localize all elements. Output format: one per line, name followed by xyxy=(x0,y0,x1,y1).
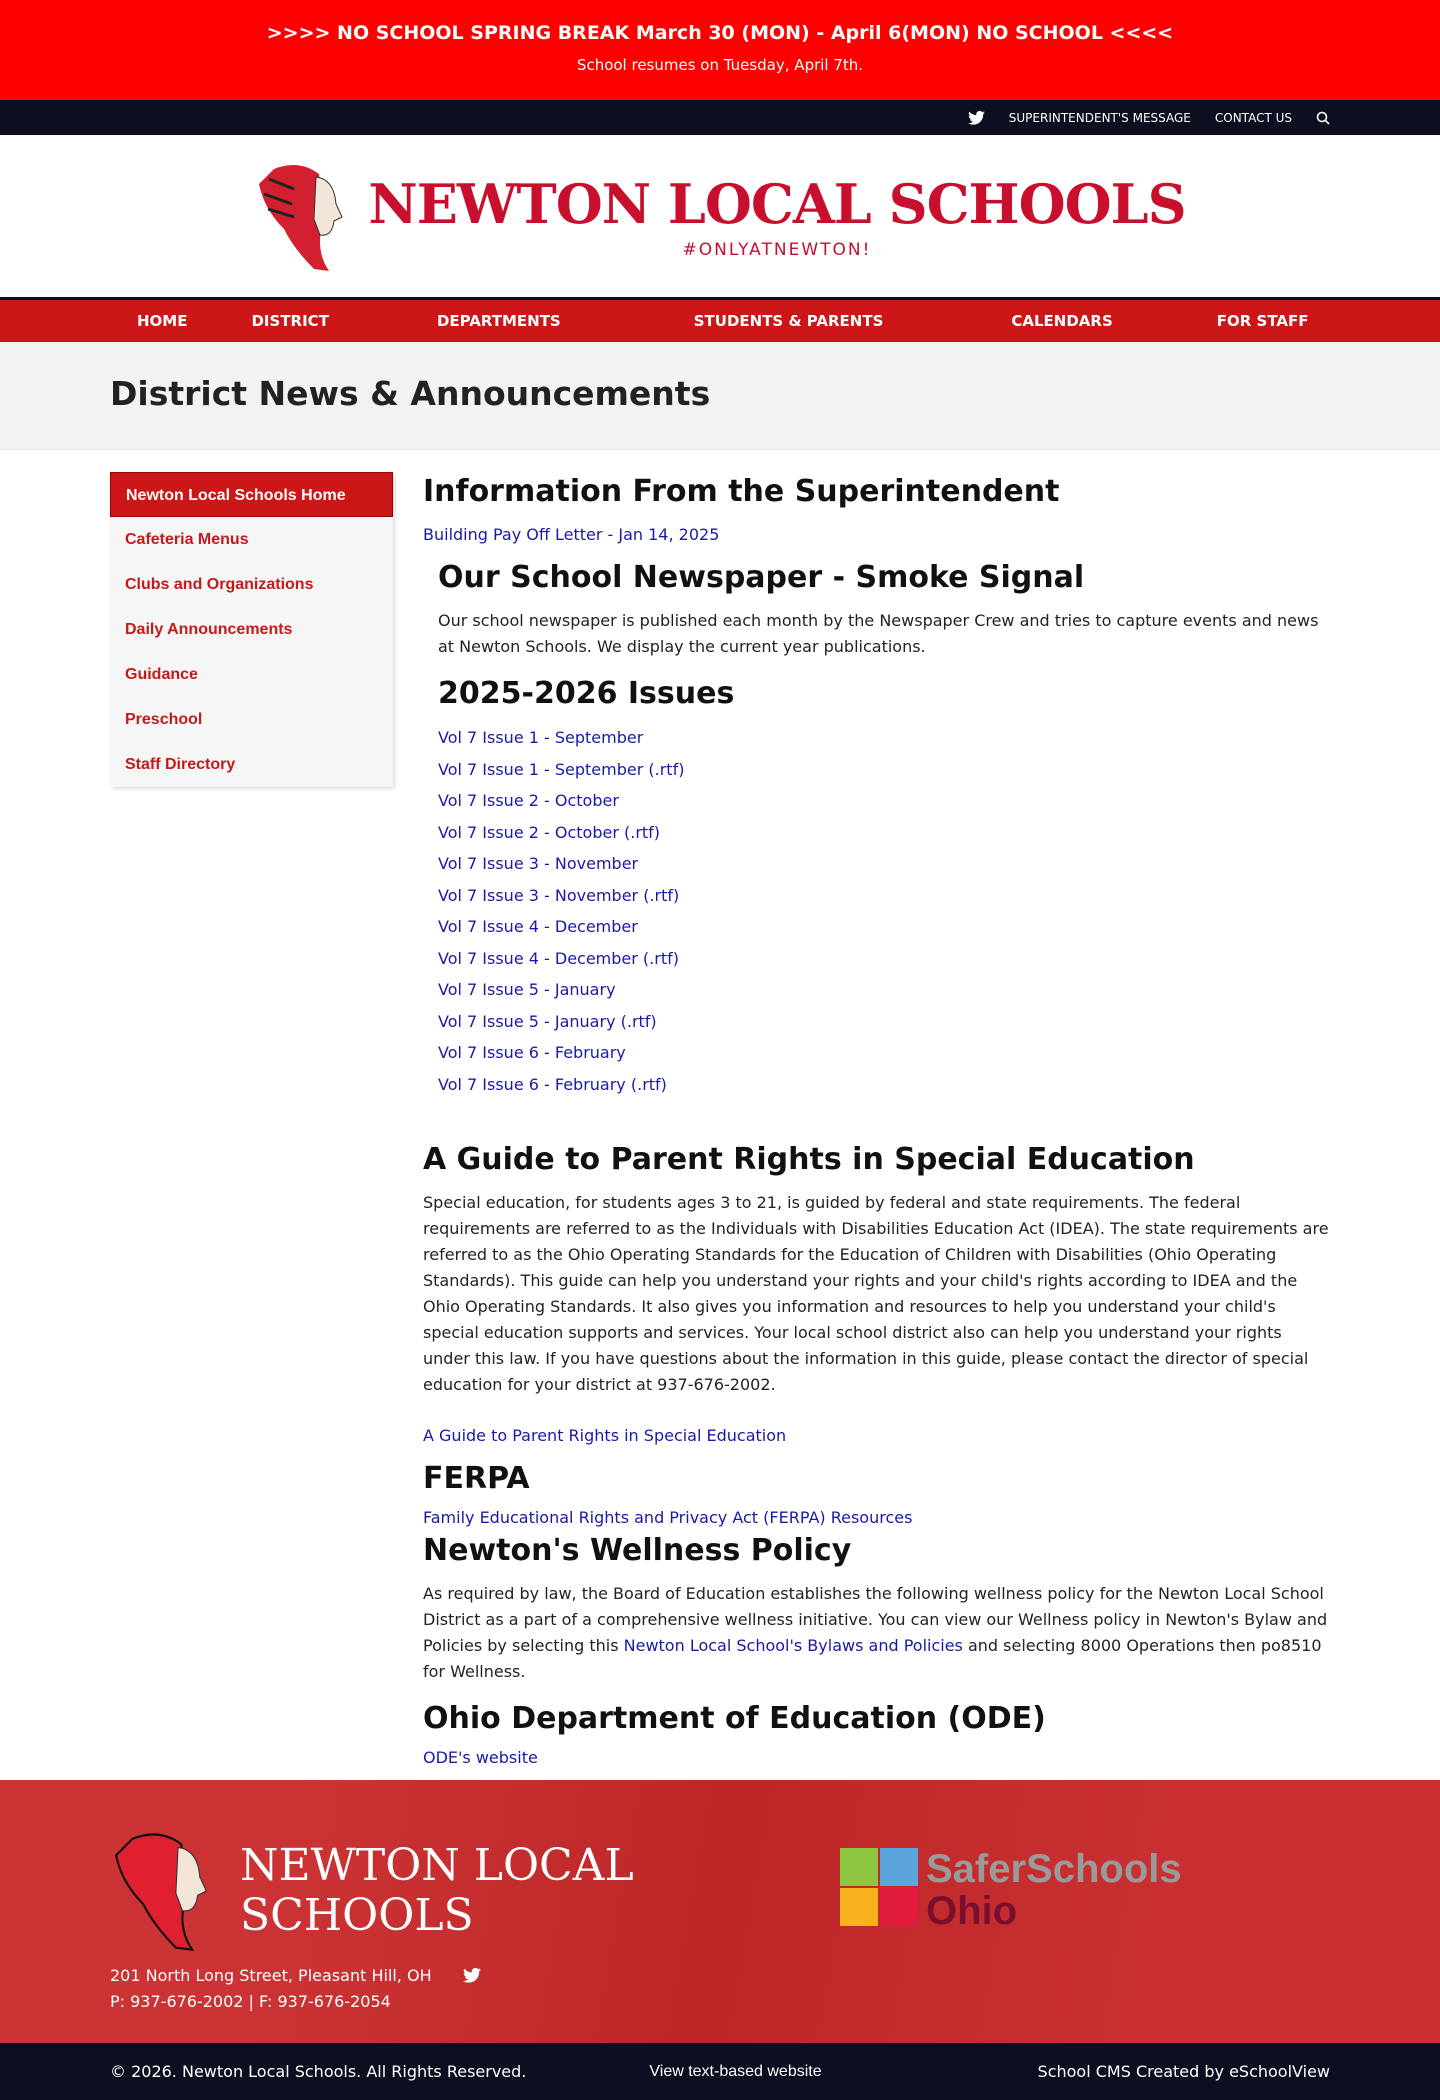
nav-calendars[interactable]: CALENDARS xyxy=(1011,312,1113,330)
safer-schools-tiles-icon xyxy=(840,1848,918,1926)
contact-us-link[interactable]: CONTACT US xyxy=(1214,110,1292,125)
footer-name-line1: NEWTON LOCAL xyxy=(240,1839,634,1891)
main-nav xyxy=(0,300,1440,342)
issue-link[interactable]: Vol 7 Issue 1 - September (.rtf) xyxy=(438,759,685,779)
eschoolview-credit-link[interactable]: School CMS Created by eSchoolView xyxy=(1037,2062,1330,2081)
wellness-heading: Newton's Wellness Policy xyxy=(423,1533,852,1568)
nav-district[interactable]: DISTRICT xyxy=(251,312,329,330)
copyright: © 2026. Newton Local Schools. All Rights Reserved. xyxy=(110,2062,527,2081)
footer xyxy=(0,1780,1440,2043)
sidebar-item-clubs[interactable]: Clubs and Organizations xyxy=(125,576,314,593)
sidebar-item-preschool[interactable]: Preschool xyxy=(125,711,203,728)
mascot-logo-icon xyxy=(110,1828,220,1953)
bottom-bar xyxy=(0,2043,1440,2100)
safer-schools-text: SaferSchools xyxy=(926,1847,1182,1891)
sidebar-item-home[interactable]: Newton Local Schools Home xyxy=(110,472,393,517)
issues-heading: 2025-2026 Issues xyxy=(438,676,735,711)
site-logo[interactable] xyxy=(254,159,1185,274)
footer-fax: F: 937-676-2054 xyxy=(259,1992,391,2011)
footer-name-line2: SCHOOLS xyxy=(240,1889,474,1941)
issue-link[interactable]: Vol 7 Issue 4 - December (.rtf) xyxy=(438,948,679,968)
site-header xyxy=(0,135,1440,300)
issue-link[interactable]: Vol 7 Issue 1 - September xyxy=(438,728,644,747)
mascot-logo-icon xyxy=(254,159,354,274)
bylaws-link[interactable]: Newton Local School's Bylaws and Policies xyxy=(623,1636,963,1655)
issues-list xyxy=(438,722,1330,1100)
site-name: NEWTON LOCAL SCHOOLS xyxy=(368,172,1186,236)
ferpa-heading: FERPA xyxy=(423,1461,530,1496)
pay-off-letter-link[interactable]: Building Pay Off Letter - Jan 14, 2025 xyxy=(423,525,720,544)
ferpa-link[interactable]: Family Educational Rights and Privacy Act (FERPA) Resources xyxy=(423,1508,913,1527)
twitter-icon[interactable] xyxy=(968,111,985,125)
issue-link[interactable]: Vol 7 Issue 6 - February xyxy=(438,1043,626,1062)
ode-link[interactable]: ODE's website xyxy=(423,1748,538,1767)
issue-link[interactable]: Vol 7 Issue 3 - November (.rtf) xyxy=(438,885,680,905)
wellness-text-part: As required by law, the Board of Education establishes the following wellness policy for the Newton Local School District as a part of a comprehensive wellness initiative. You can view our Wellness policy in Newton's Bylaw and Policies by selecting this xyxy=(423,1584,1328,1655)
wellness-text-part: and selecting 8000 Operations then po8510 for Wellness. xyxy=(423,1636,1322,1681)
superintendent-message-link[interactable]: SUPERINTENDENT'S MESSAGE xyxy=(1008,110,1191,125)
alert-banner xyxy=(0,0,1440,100)
sidebar-item-announcements[interactable]: Daily Announcements xyxy=(125,621,293,638)
sidebar-item-guidance[interactable]: Guidance xyxy=(125,666,198,683)
text-based-website-link[interactable]: View text-based website xyxy=(649,2062,822,2080)
newspaper-heading: Our School Newspaper - Smoke Signal xyxy=(438,560,1085,595)
issue-link[interactable]: Vol 7 Issue 5 - January xyxy=(438,980,616,999)
issue-link[interactable]: Vol 7 Issue 2 - October (.rtf) xyxy=(438,822,661,842)
ode-heading: Ohio Department of Education (ODE) xyxy=(423,1701,1046,1736)
safer-schools-ohio-logo[interactable] xyxy=(840,1848,1182,1932)
issue-link[interactable]: Vol 7 Issue 6 - February (.rtf) xyxy=(438,1074,667,1094)
footer-address: 201 North Long Street, Pleasant Hill, OH xyxy=(110,1966,432,1985)
issue-link[interactable]: Vol 7 Issue 2 - October xyxy=(438,791,619,810)
sidebar-item-cafeteria[interactable]: Cafeteria Menus xyxy=(125,531,249,548)
issue-link[interactable]: Vol 7 Issue 4 - December xyxy=(438,917,638,936)
alert-subtitle: School resumes on Tuesday, April 7th. xyxy=(576,56,864,74)
twitter-icon[interactable] xyxy=(463,1968,481,1983)
wellness-text xyxy=(423,1581,1330,1685)
page-title: District News & Announcements xyxy=(110,374,711,413)
alert-title: >>>> NO SCHOOL SPRING BREAK March 30 (MON) - April 6(MON) NO SCHOOL <<<< xyxy=(266,22,1174,44)
special-ed-heading: A Guide to Parent Rights in Special Education xyxy=(423,1142,1195,1177)
page-title-band xyxy=(0,342,1440,450)
issue-link[interactable]: Vol 7 Issue 3 - November xyxy=(438,854,639,873)
superintendent-heading: Information From the Superintendent xyxy=(423,474,1060,509)
issue-link[interactable]: Vol 7 Issue 5 - January (.rtf) xyxy=(438,1011,657,1031)
utility-bar xyxy=(0,100,1440,135)
footer-phone: P: 937-676-2002 xyxy=(110,1992,244,2011)
special-ed-guide-link[interactable]: A Guide to Parent Rights in Special Education xyxy=(423,1426,787,1445)
site-tagline: #ONLYATNEWTON! xyxy=(682,240,872,260)
newspaper-text: Our school newspaper is published each month by the Newspaper Crew and tries to capture events and news at Newton Schools. We display the current year publications. xyxy=(438,611,1319,656)
sidebar-item-staff-directory[interactable]: Staff Directory xyxy=(125,756,236,773)
nav-for-staff[interactable]: FOR STAFF xyxy=(1216,312,1309,330)
special-ed-text: Special education, for students ages 3 to 21, is guided by federal and state requirements. The federal requirements are referred to as the Individuals with Disabilities Education Act (IDEA). The state requirements are referred to as the Ohio Operating Standards for the Education of Children with Disabilities (Ohio Operating Standards). This guide can help you understand your rights and your child's rights according to IDEA and the Ohio Operating Standards. It also gives you information and resources to help you understand your child's special education supports and services. Your local school district also can help you understand your rights under this law. If you have questions about the information in this guide, please contact the director of special education for your district at 937-676-2002. xyxy=(423,1193,1329,1394)
search-icon[interactable] xyxy=(1316,111,1330,125)
nav-home[interactable]: HOME xyxy=(137,312,188,330)
main-content xyxy=(423,472,1330,1771)
sidebar xyxy=(110,472,393,787)
nav-departments[interactable]: DEPARTMENTS xyxy=(436,312,561,330)
footer-contact: 201 North Long Street, Pleasant Hill, OH P: 937-676-2002 | F: 937-676-2054 xyxy=(110,1963,481,2015)
ohio-text: Ohio xyxy=(926,1889,1018,1933)
nav-students-parents[interactable]: STUDENTS & PARENTS xyxy=(693,312,884,330)
footer-logo[interactable] xyxy=(110,1828,634,1953)
